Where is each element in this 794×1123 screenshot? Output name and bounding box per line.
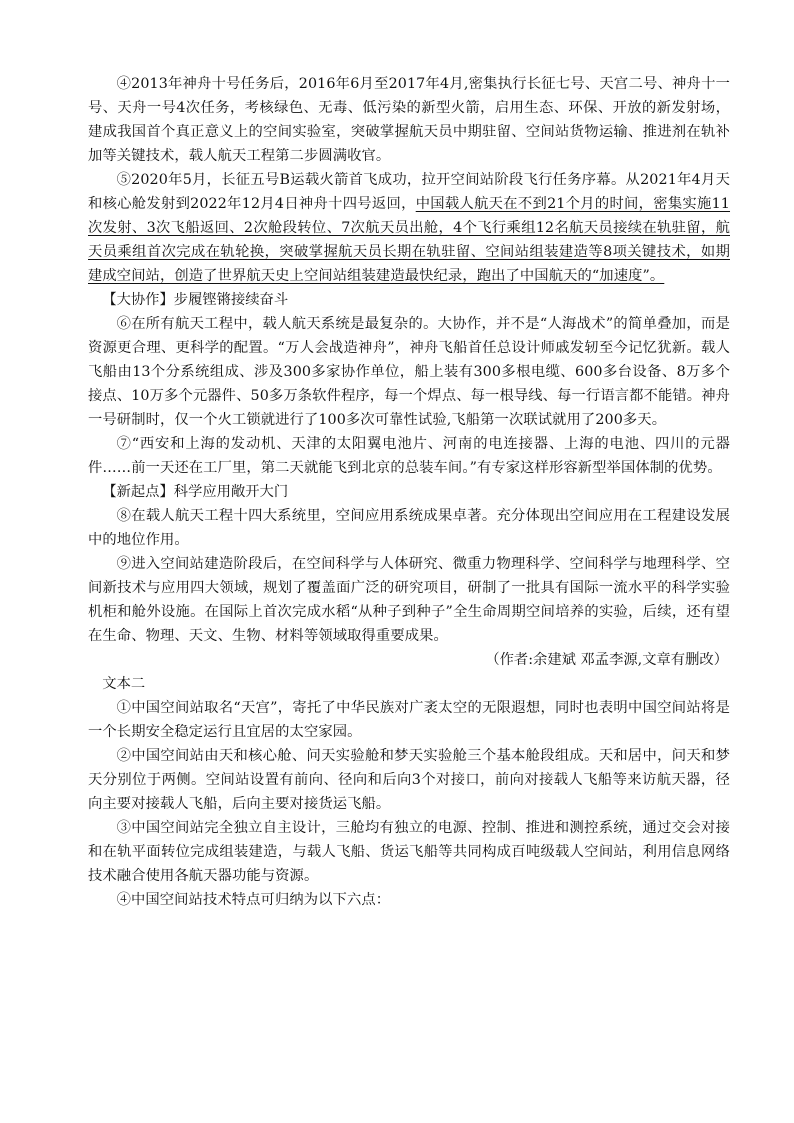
text-two-paragraph-4: ④中国空间站技术特点可归纳为以下六点： bbox=[116, 892, 391, 908]
paragraph-4: ④2013年神舟十号任务后，2016年6月至2017年4月,密集执行长征七号、天宫二号、神舟十一号、天舟一号4次任务，考核绿色、无毒、低污染的新型火箭，启用生态、环保、开放的新发射场，建成我国首个真正意义上的空间实验室，突破掌握航天员中期驻留、空间站货物运输、推进剂在轨补加等关键技术，载人航天工程第二步圆满收官。 bbox=[88, 76, 730, 164]
paragraph-6: ⑥在所有航天工程中，载人航天系统是最复杂的。大协作，并不是“人海战术”的简单叠加，而是资源更合理、更科学的配置。“万人会战造神舟”，神舟飞船首任总设计师戚发轫至今记忆犹新。载人飞船由13个分系统组成、涉及300多家协作单位，船上装有300多根电缆、600多台设备、8万多个接点、10万多个元器件、50多万条软件程序，每一个焊点、每一根导线、每一行语言都不能错。神舟一号研制时，仅一个火工锁就进行了100多次可靠性试验,飞船第一次联试就用了200多天。 bbox=[88, 316, 730, 428]
document-page bbox=[88, 72, 730, 912]
paragraph-5-underlined: 中国载人航天在不到21个月的时间，密集实施11次发射、3次飞船返回、2次舱段转位、7次航天员出舱，4个飞行乘组12名航天员接续在轨驻留，航天员乘组首次完成在轨轮换，突破掌握航天员长期在轨驻留、空间站组装建造等8项关键技术，如期建成空间站，创造了世界航天史上空间站组装建造最快纪录，跑出了中国航天的“加速度”。 bbox=[88, 196, 731, 284]
paragraph-8: ⑧在载人航天工程十四大系统里，空间应用系统成果卓著。充分体现出空间应用在工程建设发展中的地位作用。 bbox=[88, 508, 730, 548]
paragraph-5 bbox=[88, 168, 730, 288]
text-two-paragraph-1: ①中国空间站取名“天宫”，寄托了中华民族对广袤太空的无限遐想，同时也表明中国空间站将是一个长期安全稳定运行且宜居的太空家园。 bbox=[88, 700, 730, 740]
section-heading-collaboration: 【大协作】步履铿锵接续奋斗 bbox=[102, 292, 289, 308]
section-heading-new-start: 【新起点】科学应用敞开大门 bbox=[102, 484, 289, 500]
text-two-paragraph-2: ②中国空间站由天和核心舱、问天实验舱和梦天实验舱三个基本舱段组成。天和居中，问天和梦天分别位于两侧。空间站设置有前向、径向和后向3个对接口，前向对接载人飞船等来访航天器，径向主要对接载人飞船，后向主要对接货运飞船。 bbox=[88, 748, 730, 812]
paragraph-9: ⑨进入空间站建造阶段后，在空间科学与人体研究、微重力物理科学、空间科学与地理科学、空间新技术与应用四大领域，规划了覆盖面广泛的研究项目，研制了一批具有国际一流水平的科学实验机柜和舱外设施。在国际上首次完成水稻“从种子到种子”全生命周期空间培养的实验，后续，还有望在生命、物理、天文、生物、材料等领域取得重要成果。 bbox=[88, 556, 730, 644]
author-attribution: （作者:余建斌 邓孟李源,文章有删改） bbox=[485, 652, 728, 668]
text-two-label: 文本二 bbox=[102, 676, 146, 692]
paragraph-5-plain: ⑤2020年5月，长征五号B运载火箭首飞成功，拉开空间站阶段飞行任务序幕。从2021年4月天和核心舱发射到2022年12月4日神舟十四号返回， bbox=[88, 172, 730, 212]
paragraph-7: ⑦“西安和上海的发动机、天津的太阳翼电池片、河南的电连接器、上海的电池、四川的元器件……前一天还在工厂里，第二天就能飞到北京的总装车间。”有专家这样形容新型举国体制的优势。 bbox=[88, 436, 730, 476]
text-two-paragraph-3: ③中国空间站完全独立自主设计，三舱均有独立的电源、控制、推进和测控系统，通过交会对接和在轨平面转位完成组装建造，与载人飞船、货运飞船等共同构成百吨级载人空间站，利用信息网络技术融合使用各航天器功能与资源。 bbox=[88, 820, 730, 884]
